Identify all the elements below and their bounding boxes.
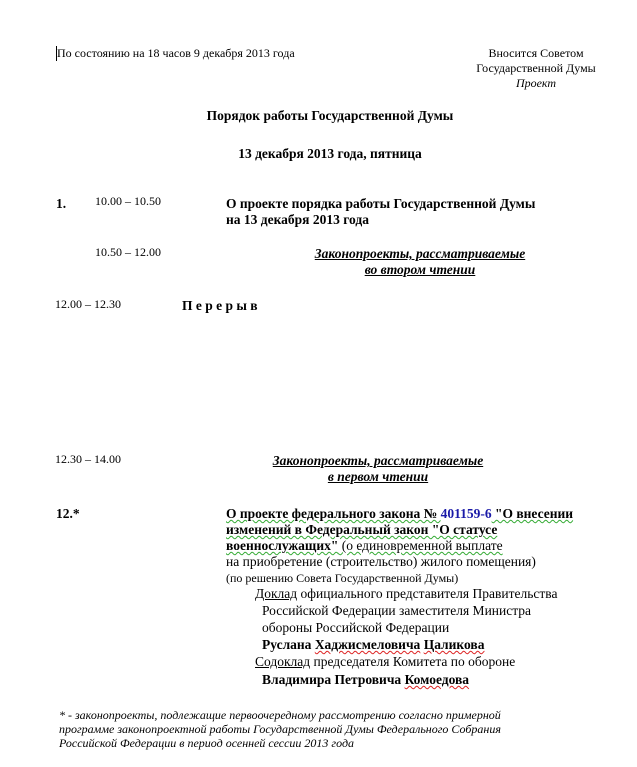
speaker-2 [262, 672, 469, 688]
draft-label: Проект [515, 76, 557, 90]
item-time: 10.50 – 12.00 [95, 245, 161, 259]
footnote-2: программе законопроектной работы Государственной Думы Федерального Собрания [59, 722, 501, 736]
footnote-1: * - законопроекты, подлежащие первоочередному рассмотрению согласно примерной [59, 708, 501, 722]
page-title: Порядок работы Государственной Думы [206, 108, 454, 123]
coreport-text: председателя Комитета по обороне [310, 654, 516, 669]
item-title-2: на 13 декабря 2013 года [226, 212, 369, 227]
bill-title-line1 [226, 506, 573, 522]
item-title: О проекте порядка работы Государственной Думы [226, 196, 536, 211]
item-time: 12.00 – 12.30 [55, 297, 121, 311]
bill-title: "О внесении [491, 506, 574, 521]
bill-subject-2: на приобретение (строительство) жилого помещения) [226, 554, 536, 569]
section-heading: Законопроекты, рассматриваемые [272, 453, 484, 468]
bill-number: 12.* [56, 506, 80, 521]
report-text: официального представителя Правительства [297, 586, 558, 601]
speaker1-first: Руслана [262, 637, 315, 652]
section-heading-2: в первом чтении [327, 469, 429, 484]
status-date: По состоянию на 18 часов 9 декабря 2013 года [57, 46, 295, 60]
speaker1-patronymic: Хаджисмеловича [314, 637, 421, 652]
coreport-label: Содоклад [255, 654, 311, 669]
speaker-1 [262, 637, 484, 653]
footnote-3: Российской Федерации в период осенней сессии 2013 года [59, 736, 355, 750]
report-label: Доклад [255, 586, 298, 601]
submitted-by-1: Вносится Советом [488, 46, 584, 60]
item-number: 1. [56, 196, 67, 211]
section-heading-2: во втором чтении [364, 262, 476, 277]
speaker2-first: Владимира Петровича [262, 672, 405, 687]
speaker2-surname: Комоедова [404, 672, 470, 687]
submitted-by-2: Государственной Думы [476, 61, 596, 75]
bill-subject: (о единовременной выплате [338, 538, 503, 553]
coreport-line [255, 654, 515, 670]
bill-note: (по решению Совета Государственной Думы) [226, 571, 459, 585]
bill-title-line3 [226, 538, 503, 554]
bill-title-line2: изменений в Федеральный закон "О статусе [226, 522, 498, 537]
speaker1-surname: Цаликова [423, 637, 485, 652]
break-label: П е р е р ы в [182, 298, 258, 313]
report-line2: Российской Федерации заместителя Министра [262, 603, 532, 618]
bill-title-3: военнослужащих" [226, 538, 339, 553]
section-heading: Законопроекты, рассматриваемые [314, 246, 526, 261]
report-line [255, 586, 557, 602]
bill-link[interactable]: 401159-6 [440, 506, 492, 521]
bill-prefix: О проекте федерального закона № [226, 506, 441, 521]
item-time: 12.30 – 14.00 [55, 452, 121, 466]
item-time: 10.00 – 10.50 [95, 194, 161, 208]
session-date: 13 декабря 2013 года, пятница [238, 146, 422, 161]
report-line3: обороны Российской Федерации [262, 620, 450, 635]
